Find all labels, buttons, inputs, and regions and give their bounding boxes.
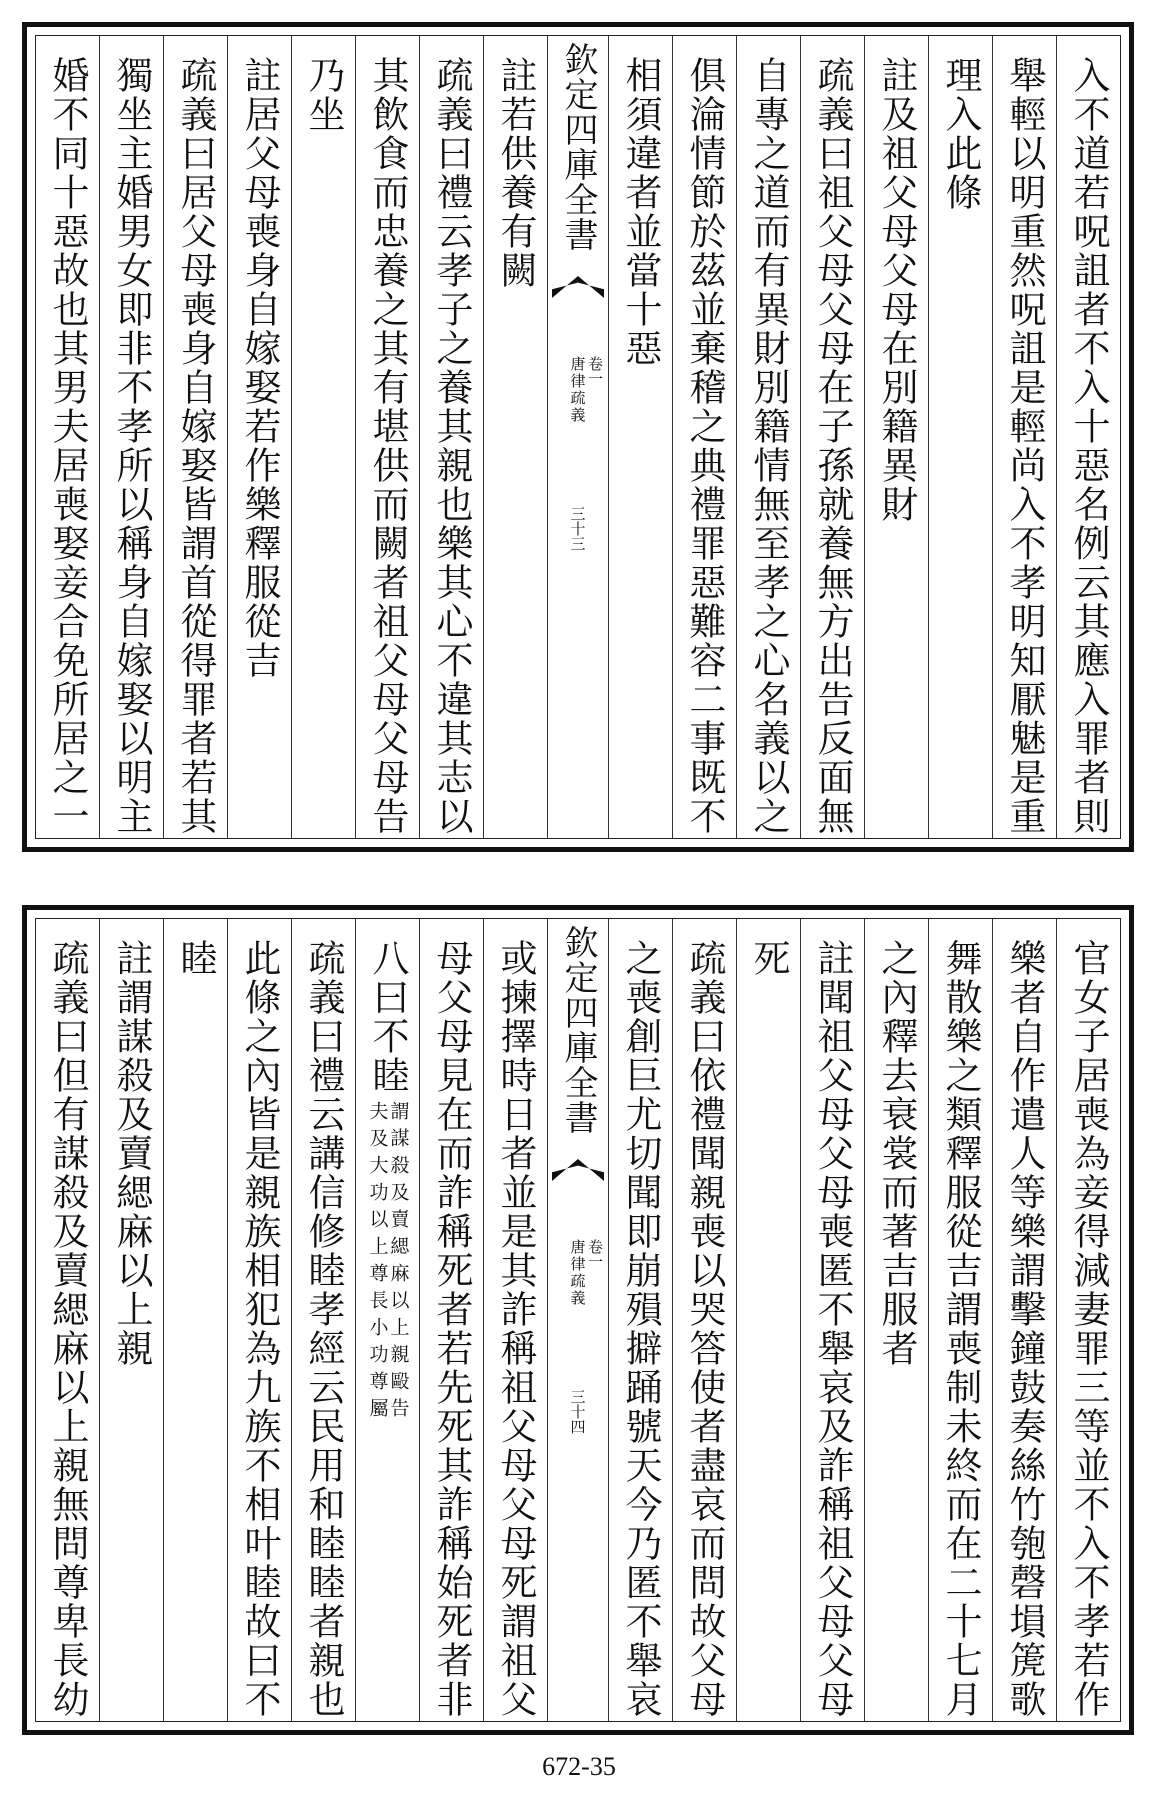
bottom-page [22,905,1134,1735]
column-text: 疏義曰但有謀殺及賣緦麻以上親無問尊卑長幼 [46,939,89,1719]
column-text: 疏義曰居父母喪身自嫁娶皆謂首從得罪者若其 [174,56,217,836]
note-line: 夫及大功以上尊長小功尊屬 [366,1101,389,1425]
text-column [736,36,800,838]
column-text: 入不道若呪詛者不入十惡名例云其應入罪者則 [1067,56,1110,836]
column-text: 舞散樂之類釋服從吉謂喪制未終而在二十七月 [939,939,982,1719]
column-text: 獨坐主婚男女即非不孝所以稱身自嫁娶以明主 [110,56,153,836]
volume-label: 卷一 [586,1239,604,1269]
text-column [864,919,928,1721]
column-text: 母父母見在而詐稱死者若先死其詐稱始死者非 [430,939,473,1719]
column-text: 疏義曰依禮聞親喪以哭答使者盡哀而問故父母 [683,939,726,1719]
text-column [800,36,864,838]
fish-tail-mark-icon [552,1159,604,1181]
text-column [227,919,291,1721]
text-column [800,919,864,1721]
column-text: 註若供養有闕 [494,56,537,290]
text-column [419,36,483,838]
page-number: 672-35 [542,1752,616,1781]
text-column [483,36,547,838]
bottom-page-columns [35,918,1121,1722]
book-title: 欽定四庫全書 [558,42,598,252]
column-text: 疏義曰禮云孝子之養其親也樂其心不違其志以 [430,56,473,836]
column-text: 官女子居喪為妾得減妻罪三等並不入不孝若作 [1067,939,1110,1719]
column-text: 自專之道而有異財別籍情無至孝之心名義以之 [747,56,790,836]
fish-tail-mark-icon [552,276,604,298]
book-subtitle: 唐律疏義 [568,356,587,424]
column-text: 其飲食而忠養之其有堪供而闕者祖父母父母告 [366,56,409,836]
column-text: 之內釋去衰裳而著吉服者 [875,939,918,1368]
text-column [992,919,1056,1721]
top-page [22,22,1134,852]
column-text: 乃坐 [302,56,345,134]
text-column [483,919,547,1721]
text-column [864,36,928,838]
text-column [608,919,672,1721]
text-column [928,36,992,838]
text-column [1056,919,1120,1721]
text-column [163,36,227,838]
text-column [608,36,672,838]
column-text: 俱淪情節於茲並棄稽之典禮罪惡難容二事既不 [683,56,726,836]
column-text: 相須違者並當十惡 [619,56,662,368]
column-text: 理入此條 [939,56,982,212]
text-column [99,919,163,1721]
center-fold [547,919,608,1721]
mixed-column [368,919,408,1721]
text-column [928,919,992,1721]
note-line: 謂謀殺及賣緦麻以上親毆告 [387,1101,410,1425]
column-text: 註及祖父母父母在別籍異財 [875,56,918,524]
center-fold [547,36,608,838]
column-text: 註居父母喪身自嫁娶若作樂釋服從吉 [238,56,281,680]
column-text: 之喪創巨尤切聞即崩殞擗踊號天今乃匿不舉哀 [619,939,662,1719]
text-column [419,919,483,1721]
column-text: 樂者自作遣人等樂謂擊鐘鼓奏絲竹匏磬塤箎歌 [1003,939,1046,1719]
column-text: 疏義曰祖父母父母在子孫就養無方出告反面無 [811,56,854,836]
column-text: 註謂謀殺及賣緦麻以上親 [110,939,153,1368]
column-text: 八曰不睦 [366,939,409,1095]
column-text: 或揀擇時日者並是其詐稱祖父母父母死謂祖父 [494,939,537,1719]
text-column [36,36,99,838]
top-page-columns [35,35,1121,839]
column-text: 婚不同十惡故也其男夫居喪娶妾合免所居之一 [46,56,89,836]
leaf-number: 三十四 [568,1389,587,1434]
column-text: 註聞祖父母父母喪匿不舉哀及詐稱祖父母父母 [811,939,854,1719]
volume-label: 卷一 [586,356,604,386]
text-column [291,919,355,1721]
column-text: 此條之內皆是親族相犯為九族不相叶睦故曰不 [238,939,281,1719]
text-column [355,919,419,1721]
column-text: 疏義曰禮云講信修睦孝經云民用和睦睦者親也 [302,939,345,1719]
text-column [291,36,355,838]
text-column [36,919,99,1721]
book-subtitle: 唐律疏義 [568,1239,587,1307]
text-column [672,36,736,838]
text-column [99,36,163,838]
text-column [672,919,736,1721]
text-column [1056,36,1120,838]
column-text: 舉輕以明重然呪詛是輕尚入不孝明知厭魅是重 [1003,56,1046,836]
text-column [992,36,1056,838]
column-text: 死 [747,939,790,978]
leaf-number: 三十三 [568,506,587,551]
text-column [163,919,227,1721]
interlinear-note [368,1095,408,1425]
text-column [355,36,419,838]
text-column [227,36,291,838]
column-text: 睦 [174,939,217,978]
text-column [736,919,800,1721]
book-title: 欽定四庫全書 [558,925,598,1135]
